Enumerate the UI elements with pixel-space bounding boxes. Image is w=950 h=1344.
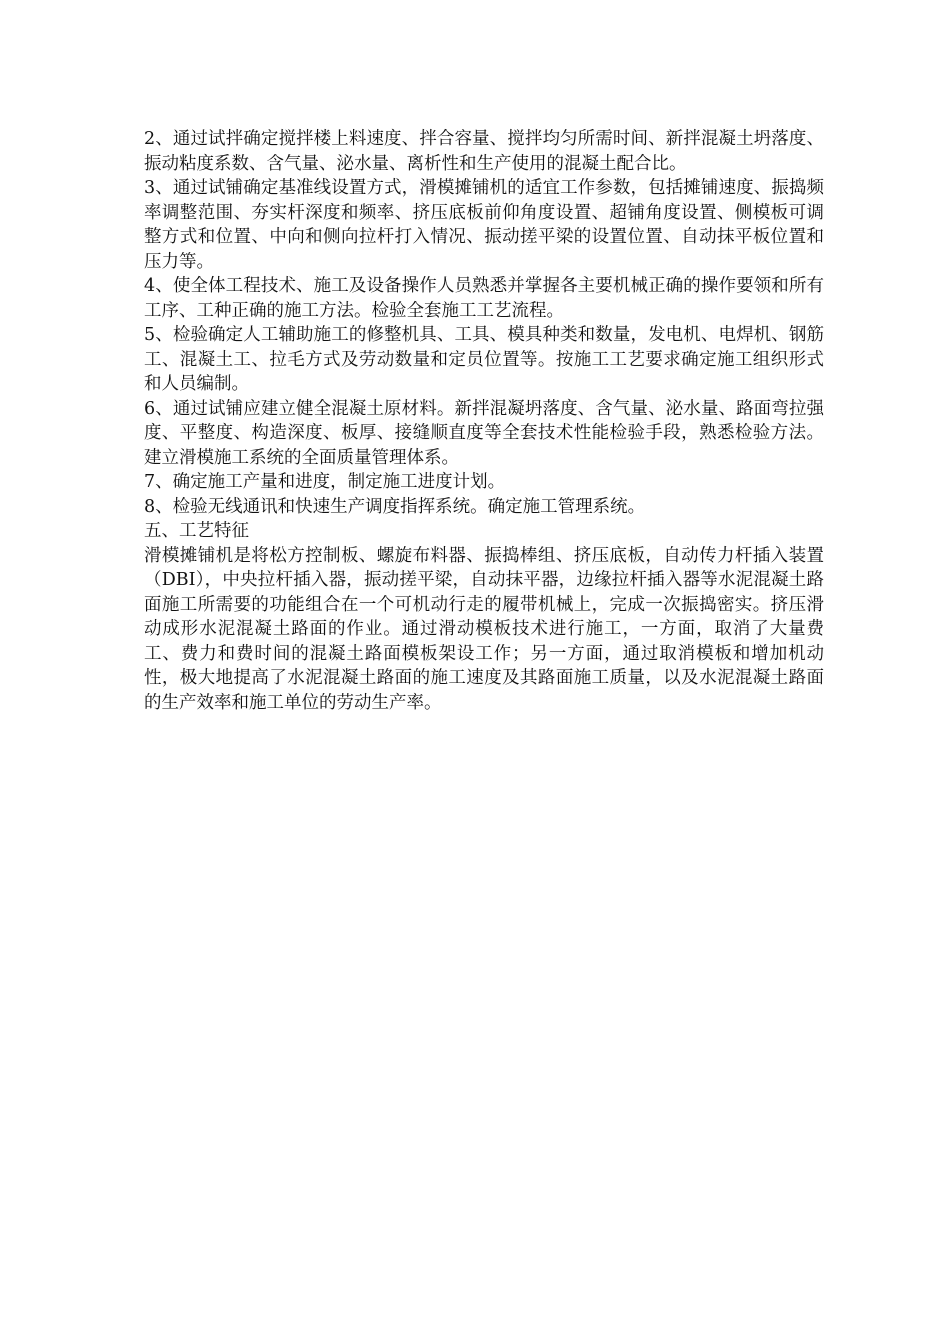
paragraph-item-3: 3、通过试铺确定基准线设置方式，滑模摊铺机的适宜工作参数，包括摊铺速度、振捣频率调整范围、夯实杆深度和频率、挤压底板前仰角度设置、超铺角度设置、侧模板可调整方式和位置、中向和侧向拉杆打入情况、振动搓平梁的设置位置、自动抹平板位置和压力等。: [144, 178, 824, 272]
paragraph-item-5: 5、检验确定人工辅助施工的修整机具、工具、模具种类和数量，发电机、电焊机、钢筋工、混凝土工、拉毛方式及劳动数量和定员位置等。按施工工艺要求确定施工组织形式和人员编制。: [144, 325, 824, 394]
paragraph-item-8: 8、检验无线通讯和快速生产调度指挥系统。确定施工管理系统。: [144, 496, 646, 517]
paragraph-item-4: 4、使全体工程技术、施工及设备操作人员熟悉并掌握各主要机械正确的操作要领和所有工序、工种正确的施工方法。检验全套施工工艺流程。: [144, 276, 824, 321]
paragraph-item-7: 7、确定施工产量和进度，制定施工进度计划。: [144, 472, 506, 492]
paragraph-item-6: 6、通过试铺应建立健全混凝土原材料。新拌混凝坍落度、含气量、泌水量、路面弯拉强度、平整度、构造深度、板厚、接缝顺直度等全套技术性能检验手段，熟悉检验方法。建立滑模施工系统的全面质量管理体系。: [144, 398, 824, 468]
paragraph-item-2: 2、通过试拌确定搅拌楼上料速度、拌合容量、搅拌均匀所需时间、新拌混凝土坍落度、振动粘度系数、含气量、泌水量、离析性和生产使用的混凝土配合比。: [144, 129, 824, 174]
section-body-paragraph: 滑模摊铺机是将松方控制板、螺旋布料器、振捣棒组、挤压底板，自动传力杆插入装置（DBI），中央拉杆插入器，振动搓平梁，自动抹平器，边缘拉杆插入器等水泥混凝土路面施工所需要的功能组合在一个可机动行走的履带机械上，完成一次振捣密实。挤压滑动成形水泥混凝土路面的作业。通过滑动模板技术进行施工，一方面，取消了大量费工、费力和费时间的混凝土路面模板架设工作；另一方面，通过取消模板和增加机动性，极大地提高了水泥混凝土路面的施工速度及其路面施工质量，以及水泥混凝土路面的生产效率和施工单位的劳动生产率。: [144, 545, 824, 713]
document-body: [144, 127, 824, 715]
section-heading: 五、工艺特征: [144, 521, 249, 541]
